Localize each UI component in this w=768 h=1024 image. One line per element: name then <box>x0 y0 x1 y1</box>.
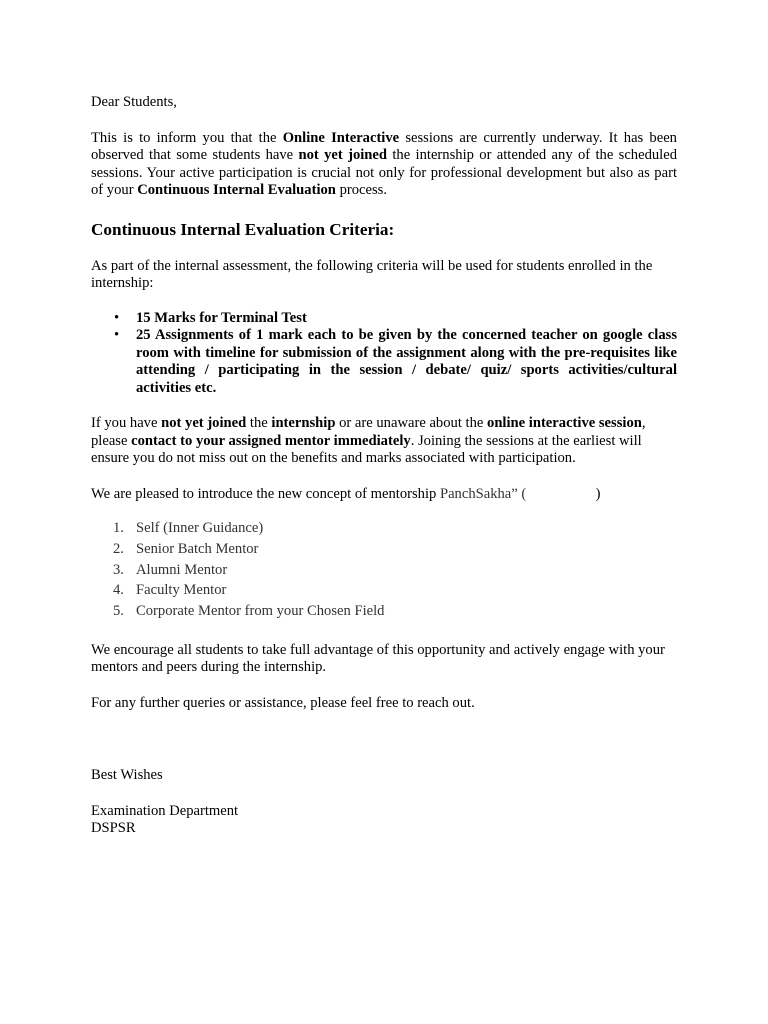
mentorship-name: PanchSakha” ( <box>439 485 527 502</box>
mentor-text: Faculty Mentor <box>136 582 227 599</box>
criteria-list <box>91 310 677 398</box>
department-name: Examination Department <box>91 802 239 819</box>
intro-text-1: This is to inform you that the <box>91 129 283 146</box>
mentor-item <box>113 560 677 581</box>
mentor-item <box>113 539 677 560</box>
join-bold-online-session: online interactive session <box>487 415 642 431</box>
encourage-paragraph: We encourage all students to take full advantage of this opportunity and actively engage with your mentors and peers during the internship. <box>91 641 665 676</box>
criteria-text: 25 Assignments of 1 mark each to be given by the concerned teacher on google class room with timeline for submission of the assignment along with the pre-requisites like attending / participating in the session / debate/ quiz/ sports activities/cultural activities etc. <box>136 327 677 396</box>
mentor-number: 3. <box>113 561 124 578</box>
criteria-text: 15 Marks for Terminal Test <box>136 309 307 326</box>
mentor-list <box>91 518 677 622</box>
mentorship-intro-text: We are pleased to introduce the new concept of mentorship <box>91 485 440 502</box>
mentor-text: Corporate Mentor from your Chosen Field <box>136 603 385 620</box>
bullet-icon: • <box>114 309 120 326</box>
intro-paragraph <box>91 130 677 200</box>
mentor-number: 1. <box>113 520 124 536</box>
letter-body <box>91 94 677 838</box>
mentor-number: 5. <box>113 603 124 620</box>
mentor-item <box>113 601 677 622</box>
section-heading: Continuous Internal Evaluation Criteria: <box>91 219 395 239</box>
queries-paragraph: For any further queries or assistance, please feel free to reach out. <box>91 694 475 711</box>
mentor-text: Senior Batch Mentor <box>136 540 259 557</box>
assessment-paragraph: As part of the internal assessment, the following criteria will be used for students enrolled in the internship: <box>91 257 653 291</box>
join-text-4: , please <box>91 415 646 449</box>
criteria-item <box>114 327 677 397</box>
intro-text-3: the internship or attended any of the scheduled sessions. Your active participation is crucial not only for professional development but also as part of your <box>91 147 677 198</box>
mentor-text: Alumni Mentor <box>136 561 228 578</box>
mentor-number: 4. <box>113 582 124 599</box>
join-paragraph <box>91 415 677 468</box>
greeting: Dear Students, <box>91 94 177 110</box>
mentor-item <box>113 518 677 539</box>
intro-text-2: sessions are currently underway. It has been observed that some students have <box>91 129 677 163</box>
mentor-text: Self (Inner Guidance) <box>136 520 264 536</box>
join-bold-not-yet-joined: not yet joined <box>161 415 247 431</box>
signoff: Best Wishes <box>91 767 163 784</box>
mentor-number: 2. <box>113 540 124 557</box>
join-text-1: If you have <box>91 415 162 431</box>
mentorship-intro <box>91 486 677 504</box>
join-text-3: or are unaware about the <box>335 415 488 431</box>
intro-text-4: process. <box>335 182 387 198</box>
mentorship-close: ) <box>526 485 601 502</box>
intro-bold-not-yet-joined: not yet joined <box>298 147 388 163</box>
join-text-2: the <box>246 415 272 431</box>
join-bold-contact-mentor: contact to your assigned mentor immediately <box>131 432 411 449</box>
join-bold-internship: internship <box>271 415 336 431</box>
bullet-icon: • <box>114 327 120 343</box>
criteria-item <box>114 309 677 328</box>
mentor-item <box>113 580 677 601</box>
join-text-5: . Joining the sessions at the earliest will ensure you do not miss out on the benefits and marks associated with participation. <box>91 432 642 466</box>
intro-bold-online-interactive: Online Interactive <box>282 129 400 146</box>
institution-name: DSPSR <box>91 820 136 837</box>
intro-bold-cie: Continuous Internal Evaluation <box>137 182 336 198</box>
